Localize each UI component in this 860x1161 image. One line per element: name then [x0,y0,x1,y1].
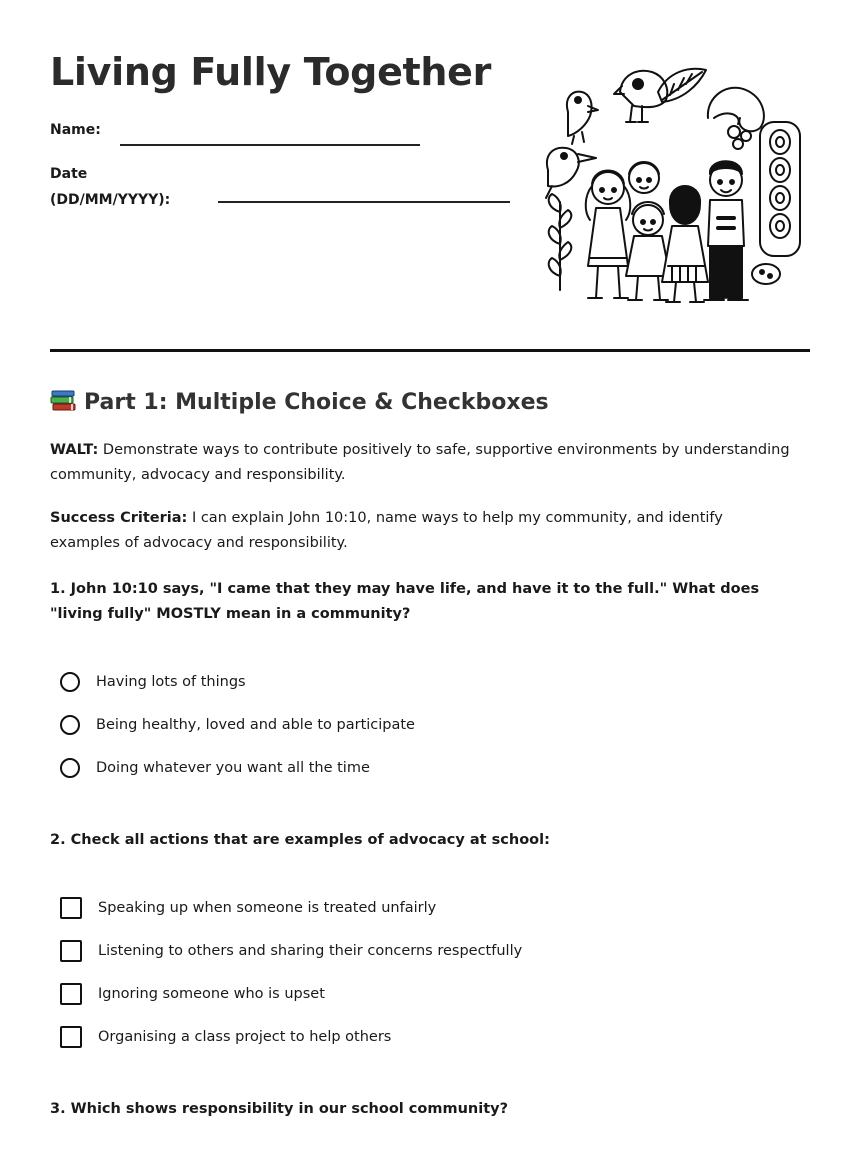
checkbox[interactable] [60,1026,82,1048]
walt-label: WALT: [50,442,99,458]
option-label: Being healthy, loved and able to participate [96,717,415,733]
option-label: Having lots of things [96,674,246,690]
checkbox[interactable] [60,897,82,919]
success-criteria-paragraph [50,506,790,556]
name-input-line[interactable] [120,144,420,146]
header-divider [50,349,810,352]
q1-option-2[interactable] [60,712,415,738]
worksheet-title: Living Fully Together [50,50,492,94]
part1-heading-text: Part 1: Multiple Choice & Checkboxes [84,390,549,415]
option-label: Ignoring someone who is upset [98,986,325,1002]
question-2-text: 2. Check all actions that are examples of advocacy at school: [50,832,550,848]
option-label: Speaking up when someone is treated unfairly [98,900,437,916]
children-community-illustration [538,62,810,314]
date-input-line[interactable] [218,201,510,203]
radio-button[interactable] [60,672,80,692]
q2-option-1[interactable] [60,895,436,921]
q2-option-4[interactable] [60,1024,391,1050]
walt-paragraph [50,438,790,488]
option-label: Listening to others and sharing their concerns respectfully [98,943,523,959]
q1-option-3[interactable] [60,755,370,781]
part1-heading [50,388,549,418]
q2-option-3[interactable] [60,981,325,1007]
q2-option-2[interactable] [60,938,522,964]
checkbox[interactable] [60,940,82,962]
checkbox[interactable] [60,983,82,1005]
radio-button[interactable] [60,758,80,778]
name-label: Name: [50,122,101,138]
date-label-line2: (DD/MM/YYYY): [50,192,171,208]
success-criteria-text: I can explain John 10:10, name ways to help my community, and identify examples of advocacy and responsibility. [50,510,723,551]
success-criteria-label: Success Criteria: [50,510,188,526]
option-label: Doing whatever you want all the time [96,760,370,776]
question-3-text: 3. Which shows responsibility in our school community? [50,1101,508,1117]
radio-button[interactable] [60,715,80,735]
walt-text: Demonstrate ways to contribute positively to safe, supportive environments by understanding community, advocacy and responsibility. [50,442,790,483]
date-label-line1: Date [50,166,88,182]
question-1-text: 1. John 10:10 says, "I came that they may have life, and have it to the full." What does "living fully" MOSTLY mean in a community? [50,581,760,622]
books-icon [50,388,76,418]
option-label: Organising a class project to help others [98,1029,392,1045]
q1-option-1[interactable] [60,669,246,695]
